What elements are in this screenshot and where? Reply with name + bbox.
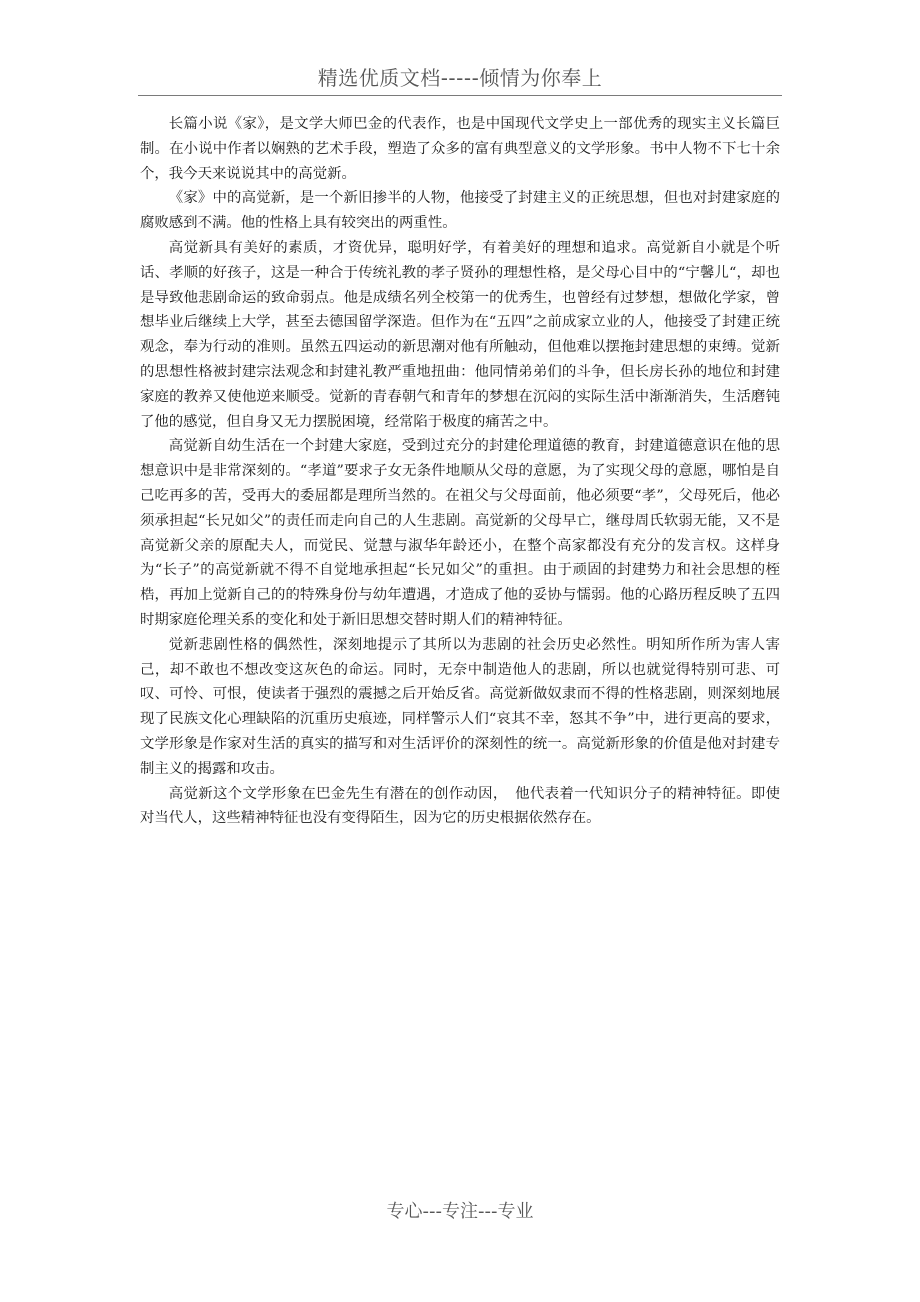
paragraph: 《家》中的高觉新，是一个新旧掺半的人物，他接受了封建主义的正统思想，但也对封建家庭的腐败感到不满。他的性格上具有较突出的两重性。: [140, 190, 780, 232]
page-header-title: 精选优质文档-----倾情为你奉上: [317, 66, 603, 90]
document-body: [140, 112, 780, 831]
paragraph: 高觉新具有美好的素质，才资优异，聪明好学，有着美好的理想和追求。高觉新自小就是个听话、孝顺的好孩子，这是一种合于传统礼教的孝子贤孙的理想性格，是父母心目中的“宁馨儿“，却也是导致他悲剧命运的致命弱点。他是成绩名列全校第一的优秀生，也曾经有过梦想，想做化学家，曾想毕业后继续上大学，甚至去德国留学深造。但作为在“五四”之前成家立业的人，他接受了封建正统观念，奉为行动的准则。虽然五四运动的新思潮对他有所触动，但他难以摆拖封建思想的束缚。觉新的思想性格被封建宗法观念和封建礼教严重地扭曲：他同情弟弟们的斗争，但长房长孙的地位和封建家庭的教养又使他逆来顺受。觉新的青春朝气和青年的梦想在沉闷的实际生活中渐渐消失，生活磨钝了他的感觉，但自身又无力摆脱困境，经常陷于极度的痛苦之中。: [140, 239, 780, 430]
paragraph: 高觉新这个文学形象在巴金先生有潜在的创作动因， 他代表着一代知识分子的精神特征。即使对当代人，这些精神特征也没有变得陌生，因为它的历史根据依然存在。: [140, 785, 780, 827]
page-footer-text: 专心---专注---专业: [386, 1201, 534, 1222]
paragraph: 觉新悲剧性格的偶然性，深刻地提示了其所以为悲剧的社会历史必然性。明知所作所为害人害己，却不敢也不想改变这灰色的命运。同时，无奈中制造他人的悲剧，所以也就觉得特别可悲、可叹、可怜、可恨，使读者于强烈的震撼之后开始反省。高觉新做奴隶而不得的性格悲剧，则深刻地展现了民族文化心理缺陷的沉重历史痕迹，同样警示人们“哀其不幸，怒其不争”中，进行更高的要求，文学形象是作家对生活的真实的描写和对生活评价的深刻性的统一。高觉新形象的价值是他对封建专制主义的揭露和攻击。: [140, 636, 780, 777]
paragraph: 高觉新自幼生活在一个封建大家庭，受到过充分的封建伦理道德的教育，封建道德意识在他的思想意识中是非常深刻的。“孝道”要求子女无条件地顺从父母的意愿，为了实现父母的意愿，哪怕是自己吃再多的苦，受再大的委屈都是理所当然的。在祖父与父母面前，他必须要“孝”，父母死后，他必须承担起“长兄如父”的责任而走向自己的人生悲剧。高觉新的父母早亡，继母周氏软弱无能，又不是高觉新父亲的原配夫人，而觉民、觉慧与淑华年龄还小，在整个高家都没有充分的发言权。这样身为“长子”的高觉新就不得不自觉地承担起“长兄如父”的重担。由于顽固的封建势力和社会思想的桎梏，再加上觉新自己的的特殊身份与幼年遭遇，才造成了他的妥协与懦弱。他的心路历程反映了五四时期家庭伦理关系的变化和处于新旧思想交替时期人们的精神特征。: [140, 438, 780, 628]
paragraph: 长篇小说《家》，是文学大师巴金的代表作，也是中国现代文学史上一部优秀的现实主义长篇巨制。在小说中作者以娴熟的艺术手段，塑造了众多的富有典型意义的文学形象。书中人物不下七十余个，我今天来说说其中的高觉新。: [140, 116, 780, 182]
header-divider: [138, 95, 782, 96]
